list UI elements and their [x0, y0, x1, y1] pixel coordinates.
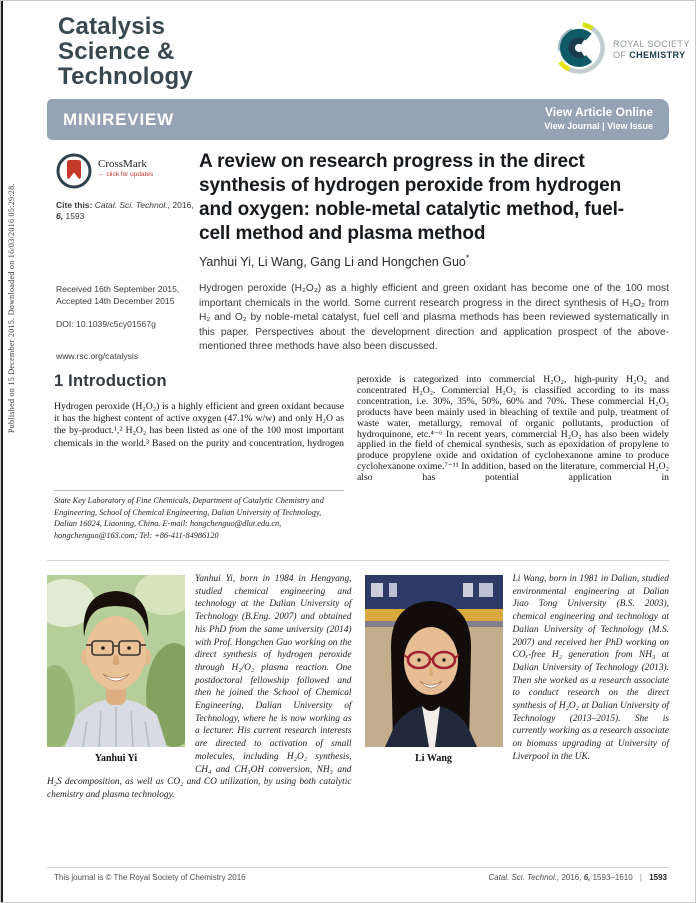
- rsc-logo: [550, 15, 690, 84]
- page-scan-edge: [1, 1, 3, 902]
- footer-separator: |: [639, 873, 642, 882]
- journal-title-line1: Catalysis: [58, 13, 166, 40]
- biography-text: Li Wang, born in 1981 in Dalian, studied environmental engineering at Dalian Jiao Tong University (B.S. 2003), chemical engineering and technology at Dalian University of Technology (M.S. 2007) and received her PhD working on COₓ-free H₂ generation from NH₃ at Dalian University of Technology (2013). Then she worked as a research associate to conduct research on the direct synthesis of H₂O₂ at Dalian University of Technology (2013–2015). She is currently working as a research associate on biomass upgrading at University of Liverpool in the UK.: [512, 574, 669, 762]
- cite-year: 2016,: [172, 200, 194, 210]
- received-accepted-dates: [56, 284, 194, 307]
- author-line: [199, 253, 469, 269]
- article-title: A review on research progress in the direct synthesis of hydrogen peroxide from hydrogen and oxygen: noble-metal catalytic method, fuel-cell method and plasma method: [199, 151, 624, 244]
- footer-rule: [47, 867, 669, 868]
- view-journal-link[interactable]: View Journal: [544, 121, 600, 131]
- rsc-roundel-icon: [550, 15, 608, 84]
- biography-yanhui-yi: [47, 573, 352, 802]
- affiliation-rule: [54, 490, 344, 491]
- biography-text: Yanhui Yi, born in 1984 in Hengyang, studied chemical engineering and technology at the Dalian University of Technology (B.Eng. 2007) and obtained his PhD from the same university (2014) with Prof. Hongchen Guo working on the direct synthesis of hydrogen peroxide through H₂/O₂ plasma reaction. One postdoctoral fellowship followed and then he joined the School of Chemical Engineering, Dalian University of Technology, where he is now working as a lecturer. His current research interests are directed to activation of small molecules, including H₂O₂ synthesis, CH₄ and CH₃OH conversion, NH₃ and H₂S decomposition, as well as CO₂ and CO utilization, by using both catalytic chemistry and plasma technology.: [47, 574, 352, 800]
- author-caption: Li Wang: [415, 753, 452, 764]
- crossmark-subtitle-text: click for updates: [106, 171, 154, 178]
- crossmark-badge[interactable]: [56, 153, 153, 194]
- rsc-logo-text: [613, 39, 690, 61]
- cite-journal: Catal. Sci. Technol.,: [94, 200, 171, 210]
- doi: DOI: 10.1039/c5cy01567g: [56, 319, 156, 329]
- biography-section-rule: [47, 560, 669, 561]
- rsc-logo-line2-prefix: OF: [613, 49, 630, 60]
- received-date: Received 16th September 2015,: [56, 284, 180, 294]
- cite-volume: 6,: [56, 211, 64, 221]
- journal-title-line2: Science &: [58, 38, 175, 65]
- journal-website: www.rsc.org/catalysis: [56, 351, 139, 361]
- footer-page-number: 1593: [649, 873, 667, 882]
- view-article-online-link[interactable]: View Article Online: [544, 105, 653, 119]
- cite-page: 1593: [65, 211, 85, 221]
- citation-block: [56, 200, 194, 222]
- footer-journal-name: Catal. Sci. Technol.,: [488, 873, 560, 882]
- section-heading-introduction: 1 Introduction: [54, 372, 167, 390]
- biography-li-wang: [365, 573, 670, 802]
- author-names: Yanhui Yi, Li Wang, Gang Li and Hongchen Guo: [199, 255, 466, 270]
- publication-note-rotated: Published on 15 December 2015. Downloaded on 16/03/2016 05:29:28.: [7, 183, 16, 433]
- journal-title-line3: Technology: [58, 63, 193, 90]
- links-separator: |: [599, 121, 608, 131]
- affiliation-footnote: State Key Laboratory of Fine Chemicals, Department of Catalytic Chemistry and Engineering, School of Chemical Engineering, Dalian University of Technology, Dalian 16024, Liaoning, China. E-mail: hongchenguo@dlut.edu.cn, hongchenguo@163.com; Tel: +86-411-84986120: [54, 496, 324, 540]
- intro-column-right: peroxide is categorized into commercial H₂O₂, high-purity H₂O₂ and concentrated H₂O₂. Commercial H₂O₂ is classified according to its mass concentration, i.e. 30%, 35%, 50%, 60% and 70%. These commercial H₂O₂ products have been mainly used in bleaching of textile and pulp, treatment of waste water, metallurgy, removal of organic pollutants, production of hydroquinone, etc.⁴⁻⁶ In recent years, commercial H₂O₂ has also been widely applied in the field of chemical synthesis, such as epoxidation of propylene to produce propylene oxide and oxidation of cyclohexanone amine to produce cyclohexanone oxime.⁷⁻¹¹ In addition, based on the literature, commercial H₂O₂ also has potential application in: [357, 374, 669, 484]
- crossmark-icon: [56, 153, 92, 194]
- footer-year: 2016,: [561, 873, 582, 882]
- crossmark-subtitle: [98, 171, 153, 178]
- author-caption: Yanhui Yi: [94, 753, 138, 764]
- crossmark-arrow-icon: ←: [98, 171, 105, 178]
- crossmark-text: [98, 153, 153, 178]
- author-photo-li-wang: [365, 575, 503, 747]
- accepted-date: Accepted 14th December 2015: [56, 295, 175, 306]
- footer-copyright: This journal is © The Royal Society of Chemistry 2016: [54, 873, 246, 882]
- article-type-label: MINIREVIEW: [63, 110, 174, 129]
- view-journal-issue-links: [544, 121, 653, 131]
- corresponding-author-mark: *: [465, 253, 470, 263]
- crossmark-title: CrossMark: [98, 158, 147, 170]
- author-figure: [47, 575, 185, 766]
- footer-pages: 1593–1610: [592, 873, 633, 882]
- author-photo-yanhui-yi: [47, 575, 185, 747]
- author-figure: [365, 575, 503, 766]
- biography-section: [47, 573, 669, 802]
- view-issue-link[interactable]: View Issue: [607, 121, 653, 131]
- banner-links: [544, 105, 653, 131]
- footer-volume: 6,: [583, 873, 591, 882]
- abstract-text: Hydrogen peroxide (H₂O₂) as a highly efficient and green oxidant has become one of the 100 most important chemicals in the world. Some current research progress in the direct synthesis of H₂O₂ from H₂ and O₂ by noble-metal catalyst, fuel cell and plasma methods has been reviewed systematically in this paper. Perspectives about the development direction and application prospect of the above-mentioned three methods have also been discussed.: [199, 283, 669, 353]
- journal-title: [58, 14, 193, 89]
- rsc-logo-line1: ROYAL SOCIETY: [613, 38, 690, 49]
- intro-column-left: Hydrogen peroxide (H₂O₂) is a highly efficient and green oxidant because it has the highest content of active oxygen (47.1% w/w) and only H₂O as the by-product.¹,² H₂O₂ has been listed as one of the 100 most important chemicals in the world.³ Based on the purity and concentration, hydrogen: [54, 401, 344, 449]
- cite-label: Cite this:: [56, 200, 93, 210]
- article-type-banner: [47, 99, 669, 140]
- rsc-logo-line2-name: CHEMISTRY: [629, 49, 686, 60]
- footer-citation: [488, 873, 667, 882]
